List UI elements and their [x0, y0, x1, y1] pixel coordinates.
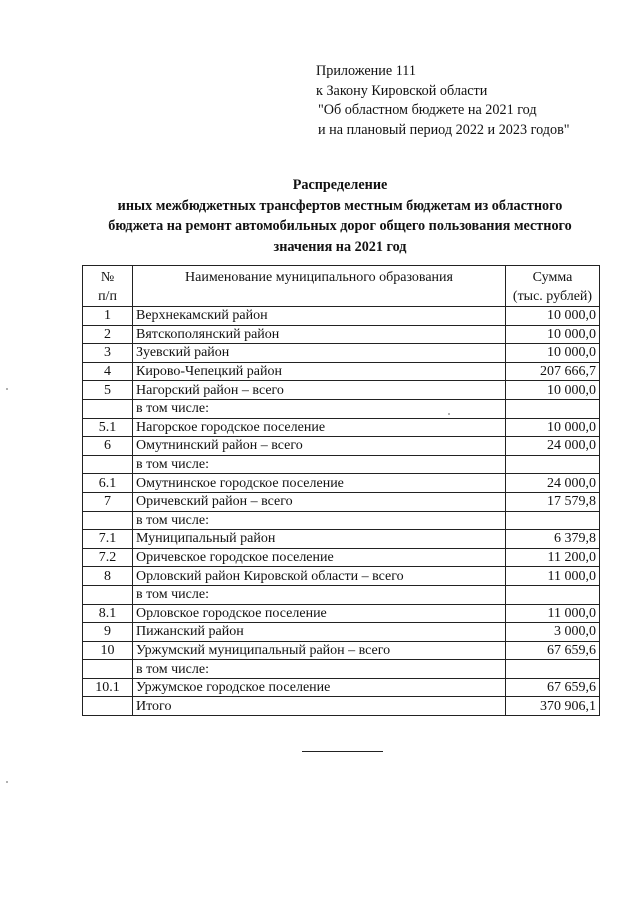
- row-number: 10.1: [83, 678, 133, 697]
- table-row: [83, 511, 600, 530]
- header-name: Наименование муниципального образования: [133, 266, 506, 307]
- row-number: 7: [83, 492, 133, 511]
- table-row: [83, 604, 600, 623]
- appendix-number: Приложение 111: [316, 63, 416, 79]
- row-number: [83, 511, 133, 530]
- table-row: [83, 399, 600, 418]
- row-number: 4: [83, 362, 133, 381]
- row-number: 8: [83, 567, 133, 586]
- row-number: 1: [83, 307, 133, 326]
- row-number: [83, 660, 133, 679]
- row-number: 3: [83, 344, 133, 363]
- row-number: [83, 697, 133, 716]
- header-number: [83, 266, 133, 307]
- row-name: Омутнинское городское поселение: [133, 474, 506, 493]
- document-title: [60, 175, 620, 257]
- title-line-1: Распределение: [292, 177, 388, 193]
- scan-speck: [6, 781, 8, 783]
- row-number: [83, 455, 133, 474]
- row-sum: 11 200,0: [506, 548, 600, 567]
- row-name: Уржумский муниципальный район – всего: [133, 641, 506, 660]
- row-sum: 67 659,6: [506, 678, 600, 697]
- row-sum: 11 000,0: [506, 567, 600, 586]
- appendix-reference: [316, 62, 570, 140]
- row-number: 5: [83, 381, 133, 400]
- table-row: [83, 548, 600, 567]
- row-name: Вятскополянский район: [133, 325, 506, 344]
- table-row: [83, 660, 600, 679]
- row-number: 5.1: [83, 418, 133, 437]
- table-row: [83, 492, 600, 511]
- row-number: 2: [83, 325, 133, 344]
- row-sum: 3 000,0: [506, 623, 600, 642]
- table-row: [83, 585, 600, 604]
- table-row: [83, 344, 600, 363]
- row-number: 6: [83, 437, 133, 456]
- scan-speck: [448, 413, 450, 415]
- row-name: Верхнекамский район: [133, 307, 506, 326]
- table-row: [83, 455, 600, 474]
- row-name: в том числе:: [133, 660, 506, 679]
- row-name: в том числе:: [133, 585, 506, 604]
- row-sum: 10 000,0: [506, 381, 600, 400]
- header-sum-unit: (тыс. рублей): [512, 289, 593, 304]
- row-name: Оричевский район – всего: [133, 492, 506, 511]
- row-number: 7.1: [83, 530, 133, 549]
- row-sum: [506, 511, 600, 530]
- appendix-law-period: и на плановый период 2022 и 2023 годов": [318, 121, 570, 138]
- row-sum: [506, 455, 600, 474]
- table-row: [83, 381, 600, 400]
- table-row: [83, 325, 600, 344]
- row-sum: 207 666,7: [506, 362, 600, 381]
- table-row: [83, 623, 600, 642]
- row-name: Нагорское городское поселение: [133, 418, 506, 437]
- table-row: [83, 307, 600, 326]
- row-sum: 10 000,0: [506, 418, 600, 437]
- appendix-law: к Закону Кировской области: [316, 82, 488, 99]
- row-name: Нагорский район – всего: [133, 381, 506, 400]
- table-row: [83, 678, 600, 697]
- row-name: Пижанский район: [133, 623, 506, 642]
- table-row: [83, 530, 600, 549]
- row-sum: 370 906,1: [506, 697, 600, 716]
- row-sum: 24 000,0: [506, 437, 600, 456]
- row-sum: [506, 399, 600, 418]
- table-row: [83, 567, 600, 586]
- row-sum: 17 579,8: [506, 492, 600, 511]
- row-sum: [506, 660, 600, 679]
- title-line-3: бюджета на ремонт автомобильных дорог общего пользования местного: [108, 218, 572, 234]
- row-sum: 10 000,0: [506, 325, 600, 344]
- row-name: Оричевское городское поселение: [133, 548, 506, 567]
- row-name: Орловское городское поселение: [133, 604, 506, 623]
- row-sum: 10 000,0: [506, 344, 600, 363]
- header-sum: [506, 266, 600, 307]
- title-line-2: иных межбюджетных трансфертов местным бюджетам из областного: [117, 197, 563, 214]
- row-number: 9: [83, 623, 133, 642]
- row-number: [83, 585, 133, 604]
- row-sum: 67 659,6: [506, 641, 600, 660]
- row-name: Муниципальный район: [133, 530, 506, 549]
- row-number: 6.1: [83, 474, 133, 493]
- row-name: в том числе:: [133, 399, 506, 418]
- row-sum: [506, 585, 600, 604]
- row-name: в том числе:: [133, 455, 506, 474]
- row-name: Уржумское городское поселение: [133, 678, 506, 697]
- header-number-abbr: п/п: [98, 289, 117, 304]
- row-number: [83, 399, 133, 418]
- table-row: [83, 474, 600, 493]
- signature-line: [302, 751, 383, 752]
- title-line-4: значения на 2021 год: [273, 238, 407, 255]
- table-header-row: [83, 266, 600, 307]
- table-row: [83, 437, 600, 456]
- row-sum: 10 000,0: [506, 307, 600, 326]
- row-name: Зуевский район: [133, 344, 506, 363]
- scan-speck: [6, 388, 8, 390]
- appendix-law-title: "Об областном бюджете на 2021 год: [318, 102, 537, 118]
- distribution-table: [82, 265, 600, 716]
- row-name: в том числе:: [133, 511, 506, 530]
- row-name: Кирово-Чепецкий район: [133, 362, 506, 381]
- row-sum: 11 000,0: [506, 604, 600, 623]
- row-sum: 6 379,8: [506, 530, 600, 549]
- row-name: Итого: [133, 697, 506, 716]
- header-sum-label: Сумма: [532, 270, 573, 285]
- table-row: [83, 641, 600, 660]
- row-sum: 24 000,0: [506, 474, 600, 493]
- row-number: 8.1: [83, 604, 133, 623]
- row-number: 7.2: [83, 548, 133, 567]
- row-number: 10: [83, 641, 133, 660]
- row-name: Омутнинский район – всего: [133, 437, 506, 456]
- table-row: [83, 362, 600, 381]
- header-number-sign: №: [100, 270, 115, 285]
- table-row: [83, 418, 600, 437]
- row-name: Орловский район Кировской области – всего: [133, 567, 506, 586]
- table-row: [83, 697, 600, 716]
